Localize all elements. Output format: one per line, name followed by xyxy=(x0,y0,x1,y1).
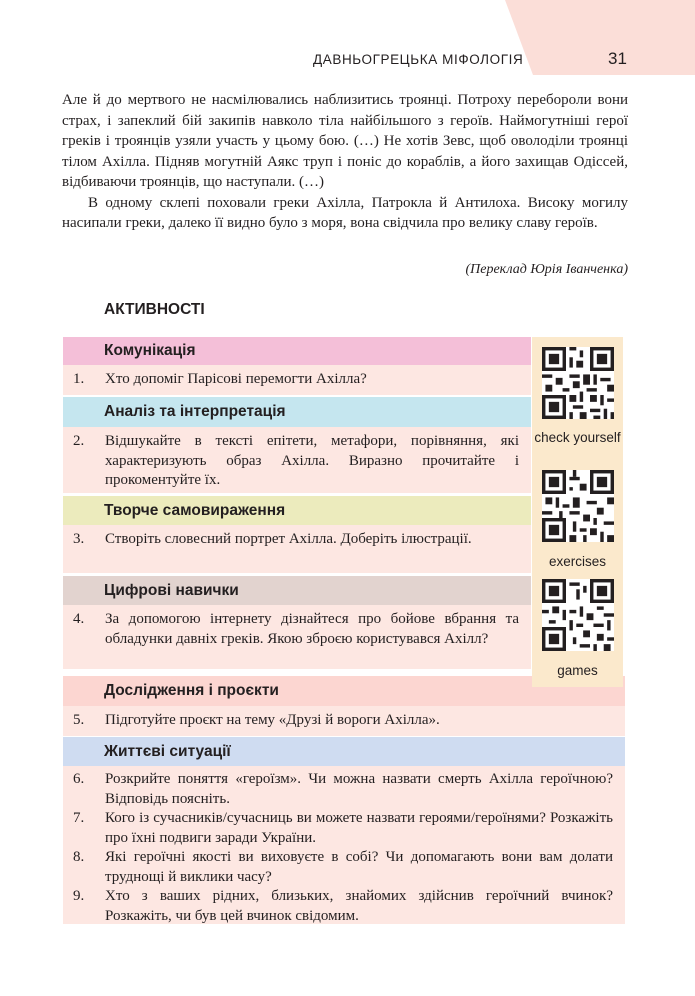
item-text: За допомогою інтернету дізнайтеся про бойове вбрання та обладунки давніх греків. Якою зброєю користувався Ахілл? xyxy=(105,611,519,647)
item-text: Хто допоміг Парісові перемогти Ахілла? xyxy=(105,371,367,387)
translation-credit: (Переклад Юрія Іванченка) xyxy=(465,262,628,277)
qr-code-check-yourself[interactable] xyxy=(542,347,614,419)
qr-label-games: games xyxy=(557,663,598,678)
activity-item-1 xyxy=(63,365,531,395)
section-digital: Цифрові навички xyxy=(63,576,531,605)
activity-item-3 xyxy=(63,525,531,573)
item-number: 4. xyxy=(73,611,85,627)
qr-panel xyxy=(532,337,623,687)
item-text: Відшукайте в тексті епітети, метафори, порівняння, які характеризують образ Ахілла. Виразно прочитайте і прокоментуйте їх. xyxy=(105,433,519,488)
activity-item-4 xyxy=(63,605,531,669)
item-number: 8. xyxy=(73,849,85,865)
activities-heading: АКТИВНОСТІ xyxy=(104,301,205,318)
qr-code-games[interactable] xyxy=(542,579,614,651)
paragraph-1: Але й до мертвого не насмілювались наблизитись троянці. Потроху переборoли вони страх, і запеклий бій закипів навколо тіла найбільшого з героїв. Наймогутніші герої греків і троянців узяли участь у цьому бою. (…) Не хотів Зевс, щоб оволоділи троянці тілом Ахілла. Підняв могутній Аякс труп і поніс до кораблів, а його захищав Одіссей, відбиваючи троянців, що наступали. (…) xyxy=(62,92,628,190)
qr-code-exercises[interactable] xyxy=(542,470,614,542)
section-life-situations: Життєві ситуації xyxy=(63,737,625,766)
section-communication: Комунікація xyxy=(63,337,531,365)
activity-item-5 xyxy=(63,706,625,736)
activity-items-6-9 xyxy=(63,766,625,924)
item-text: Які героїчні якості ви виховуєте в собі? Чи допомагають вони вам долати труднощі й виклики часу? xyxy=(105,849,613,885)
qr-label-check-yourself: check yourself xyxy=(534,430,621,445)
item-text: Створіть словесний портрет Ахілла. Доберіть ілюстрації. xyxy=(105,531,472,547)
item-number: 2. xyxy=(73,433,85,449)
item-number: 5. xyxy=(73,712,85,728)
item-number: 3. xyxy=(73,531,85,547)
section-analysis: Аналіз та інтерпретація xyxy=(63,397,531,427)
item-number: 7. xyxy=(73,810,85,826)
item-text: Хто з ваших рідних, близьких, знайомих здійснив героїчний вчинок? Розкажіть, чи був цей вчинок свідомим. xyxy=(105,888,613,924)
item-text: Розкрийте поняття «героїзм». Чи можна назвати смерть Ахілла героїчною? Відповідь поясніть. xyxy=(105,771,613,807)
activity-item-2 xyxy=(63,427,531,493)
section-research: Дослідження і проєкти xyxy=(63,676,625,706)
item-number: 9. xyxy=(73,888,85,904)
section-creative: Творче самовираження xyxy=(63,496,531,525)
corner-decoration xyxy=(505,0,695,75)
page-number: 31 xyxy=(608,49,627,68)
item-number: 6. xyxy=(73,771,85,787)
paragraph-2: В одному склепі поховали греки Ахілла, Патрокла й Антилоха. Високу могилу насипали греки, далеко її видно було з моря, вона свідчила про велику славу героїв. xyxy=(62,194,628,231)
body-text xyxy=(62,90,628,234)
qr-label-exercises: exercises xyxy=(548,554,607,569)
item-text: Підготуйте проєкт на тему «Друзі й вороги Ахілла». xyxy=(105,712,440,728)
item-number: 1. xyxy=(73,371,85,387)
item-text: Кого із сучасників/сучасниць ви можете назвати героями/героїнями? Розкажіть про їхні подвиги заради України. xyxy=(105,810,613,846)
running-header: ДАВНЬОГРЕЦЬКА МІФОЛОГІЯ xyxy=(313,52,524,67)
